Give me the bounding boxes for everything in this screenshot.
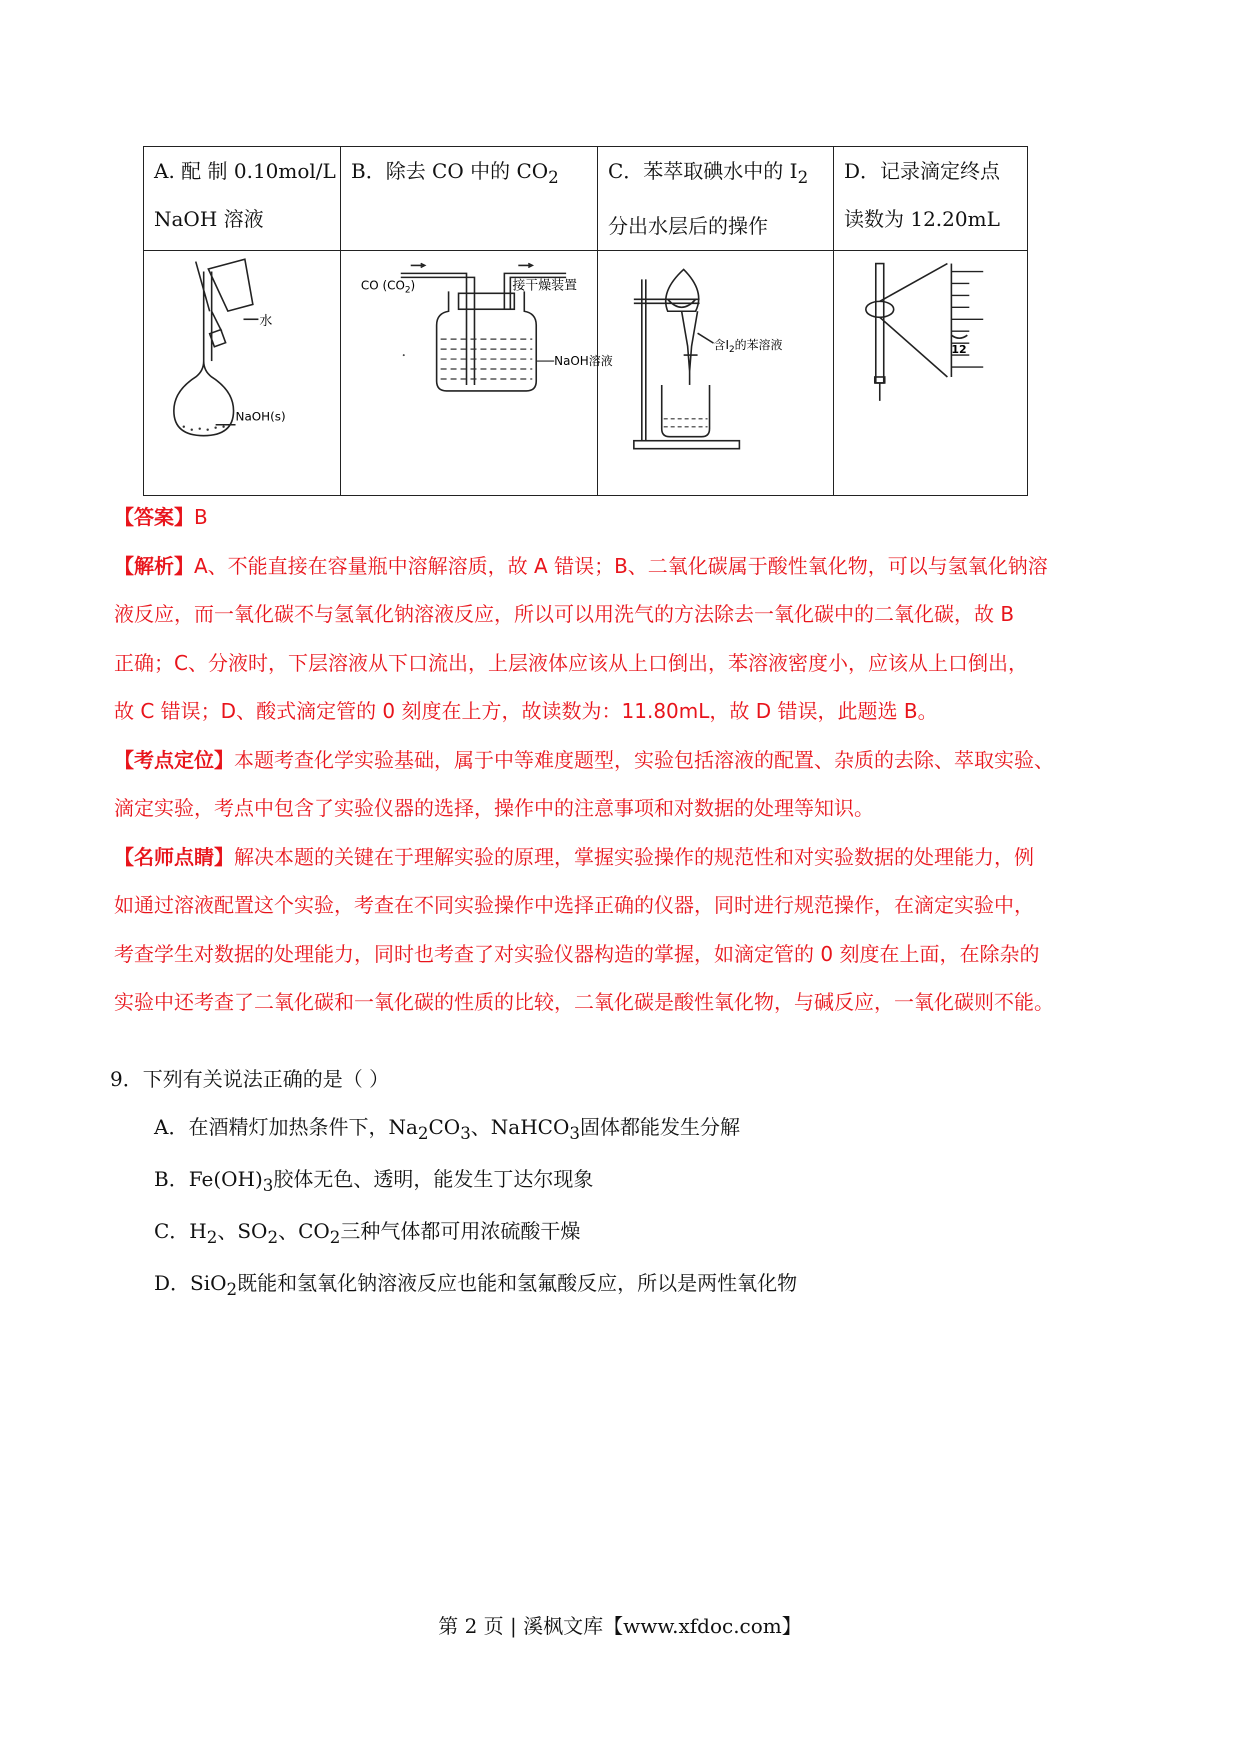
volumetric-flask-icon xyxy=(144,251,340,495)
question-option-b: B．$Fe(OH)_3$胶体无色、透明，能发生丁达尔现象 xyxy=(154,1167,594,1195)
burette-mark-label: 12 xyxy=(951,343,967,357)
option-c-line2: 分出水层后的操作 xyxy=(608,214,768,238)
option-a-line2: NaOH 溶液 xyxy=(154,207,264,231)
burette-icon xyxy=(834,251,1027,495)
option-d-header xyxy=(834,147,1028,251)
naoh-solution-label: NaOH溶液 xyxy=(554,354,613,369)
mingshi-line-1: 【名师点睛】解决本题的关键在于理解实验的原理，掌握实验操作的规范性和对实验数据的处理能力，例 xyxy=(114,844,1034,869)
question-stem: 9．下列有关说法正确的是（ ） xyxy=(110,1067,390,1091)
option-d-line1: D．记录滴定终点 xyxy=(844,159,1001,183)
question-option-d: D．SiO$_2$既能和氢氧化钠溶液反应也能和氢氟酸反应，所以是两性氧化物 xyxy=(154,1271,798,1299)
option-c-header xyxy=(598,147,834,251)
naoh-solid-label: NaOH(s) xyxy=(235,409,286,424)
mingshi-tag: 【名师点睛】 xyxy=(114,844,234,869)
option-a-line1: A. 配 制 0.10mol/L xyxy=(154,159,336,183)
question-option-a: A．在酒精灯加热条件下，$Na_2CO_3$、NaHCO$_3$固体都能发生分解 xyxy=(154,1115,740,1143)
answer-value: B xyxy=(194,505,208,529)
question-9 xyxy=(110,1062,1120,1318)
analysis-line-3: 正确；C、分液时，下层溶液从下口流出，上层液体应该从上口倒出，苯溶液密度小，应该从上口倒出， xyxy=(114,650,1028,675)
analysis-tag: 【解析】 xyxy=(114,553,194,578)
mingshi-line-2: 如通过溶液配置这个实验，考查在不同实验操作中选择正确的仪器，同时进行规范操作，在滴定实验中， xyxy=(114,893,1034,917)
water-label: 水 xyxy=(259,314,273,330)
kaodian-tag: 【考点定位】 xyxy=(114,747,234,772)
option-d-line2: 读数为 12.20mL xyxy=(844,207,1000,231)
co-inlet-label: CO $(CO_2)$ xyxy=(360,278,416,296)
figure-d-burette xyxy=(834,251,1028,496)
separatory-funnel-icon xyxy=(598,251,833,495)
option-a-header xyxy=(144,147,341,251)
iodine-benzene-label: 含$I_2$的苯溶液 xyxy=(713,338,783,356)
to-drying-label: 接干燥装置 xyxy=(512,278,578,294)
figure-a-volumetric-flask xyxy=(144,251,341,496)
explanation-block xyxy=(114,493,1124,1027)
options-table xyxy=(143,146,1028,496)
question-option-c: C．$H_2$、$SO_2$、$CO_2$三种气体都可用浓硫酸干燥 xyxy=(154,1219,581,1247)
option-b-line1: B．除去 CO 中的 $CO_2$ xyxy=(351,159,559,187)
option-c-line1: C．苯萃取碘水中的 $I_2$ xyxy=(608,159,809,187)
mingshi-line-4: 实验中还考查了二氧化碳和一氧化碳的性质的比较，二氧化碳是酸性氧化物，与碱反应，一氧化碳则不能。 xyxy=(114,990,1054,1014)
analysis-line-4: 故 C 错误；D、酸式滴定管的 0 刻度在上方，故读数为：11.80mL，故 D 错误，此题选 B。 xyxy=(114,699,938,723)
analysis-line-2: 液反应，而一氧化碳不与氢氧化钠溶液反应，所以可以用洗气的方法除去一氧化碳中的二氧化碳，故 B xyxy=(114,602,1015,626)
figure-b-gas-washing xyxy=(341,251,613,496)
option-b-header xyxy=(341,147,598,251)
answer-line xyxy=(114,493,1124,542)
gas-washing-bottle-icon xyxy=(341,251,613,495)
kaodian-line-2: 滴定实验，考点中包含了实验仪器的选择，操作中的注意事项和对数据的处理等知识。 xyxy=(114,796,874,820)
page-footer: 第 2 页 | 溪枫文库【www.xfdoc.com】 xyxy=(438,1614,802,1638)
figure-c-separatory-funnel xyxy=(598,251,834,496)
kaodian-line-1: 【考点定位】本题考查化学实验基础，属于中等难度题型，实验包括溶液的配置、杂质的去除、萃取实验、 xyxy=(114,747,1054,772)
answer-tag: 【答案】 xyxy=(114,505,194,529)
mingshi-line-3: 考查学生对数据的处理能力，同时也考查了对实验仪器构造的掌握，如滴定管的 0 刻度在上面，在除杂的 xyxy=(114,941,1040,966)
analysis-line-1: 【解析】A、不能直接在容量瓶中溶解溶质，故 A 错误；B、二氧化碳属于酸性氧化物，可以与氢氧化钠溶 xyxy=(114,553,1048,578)
